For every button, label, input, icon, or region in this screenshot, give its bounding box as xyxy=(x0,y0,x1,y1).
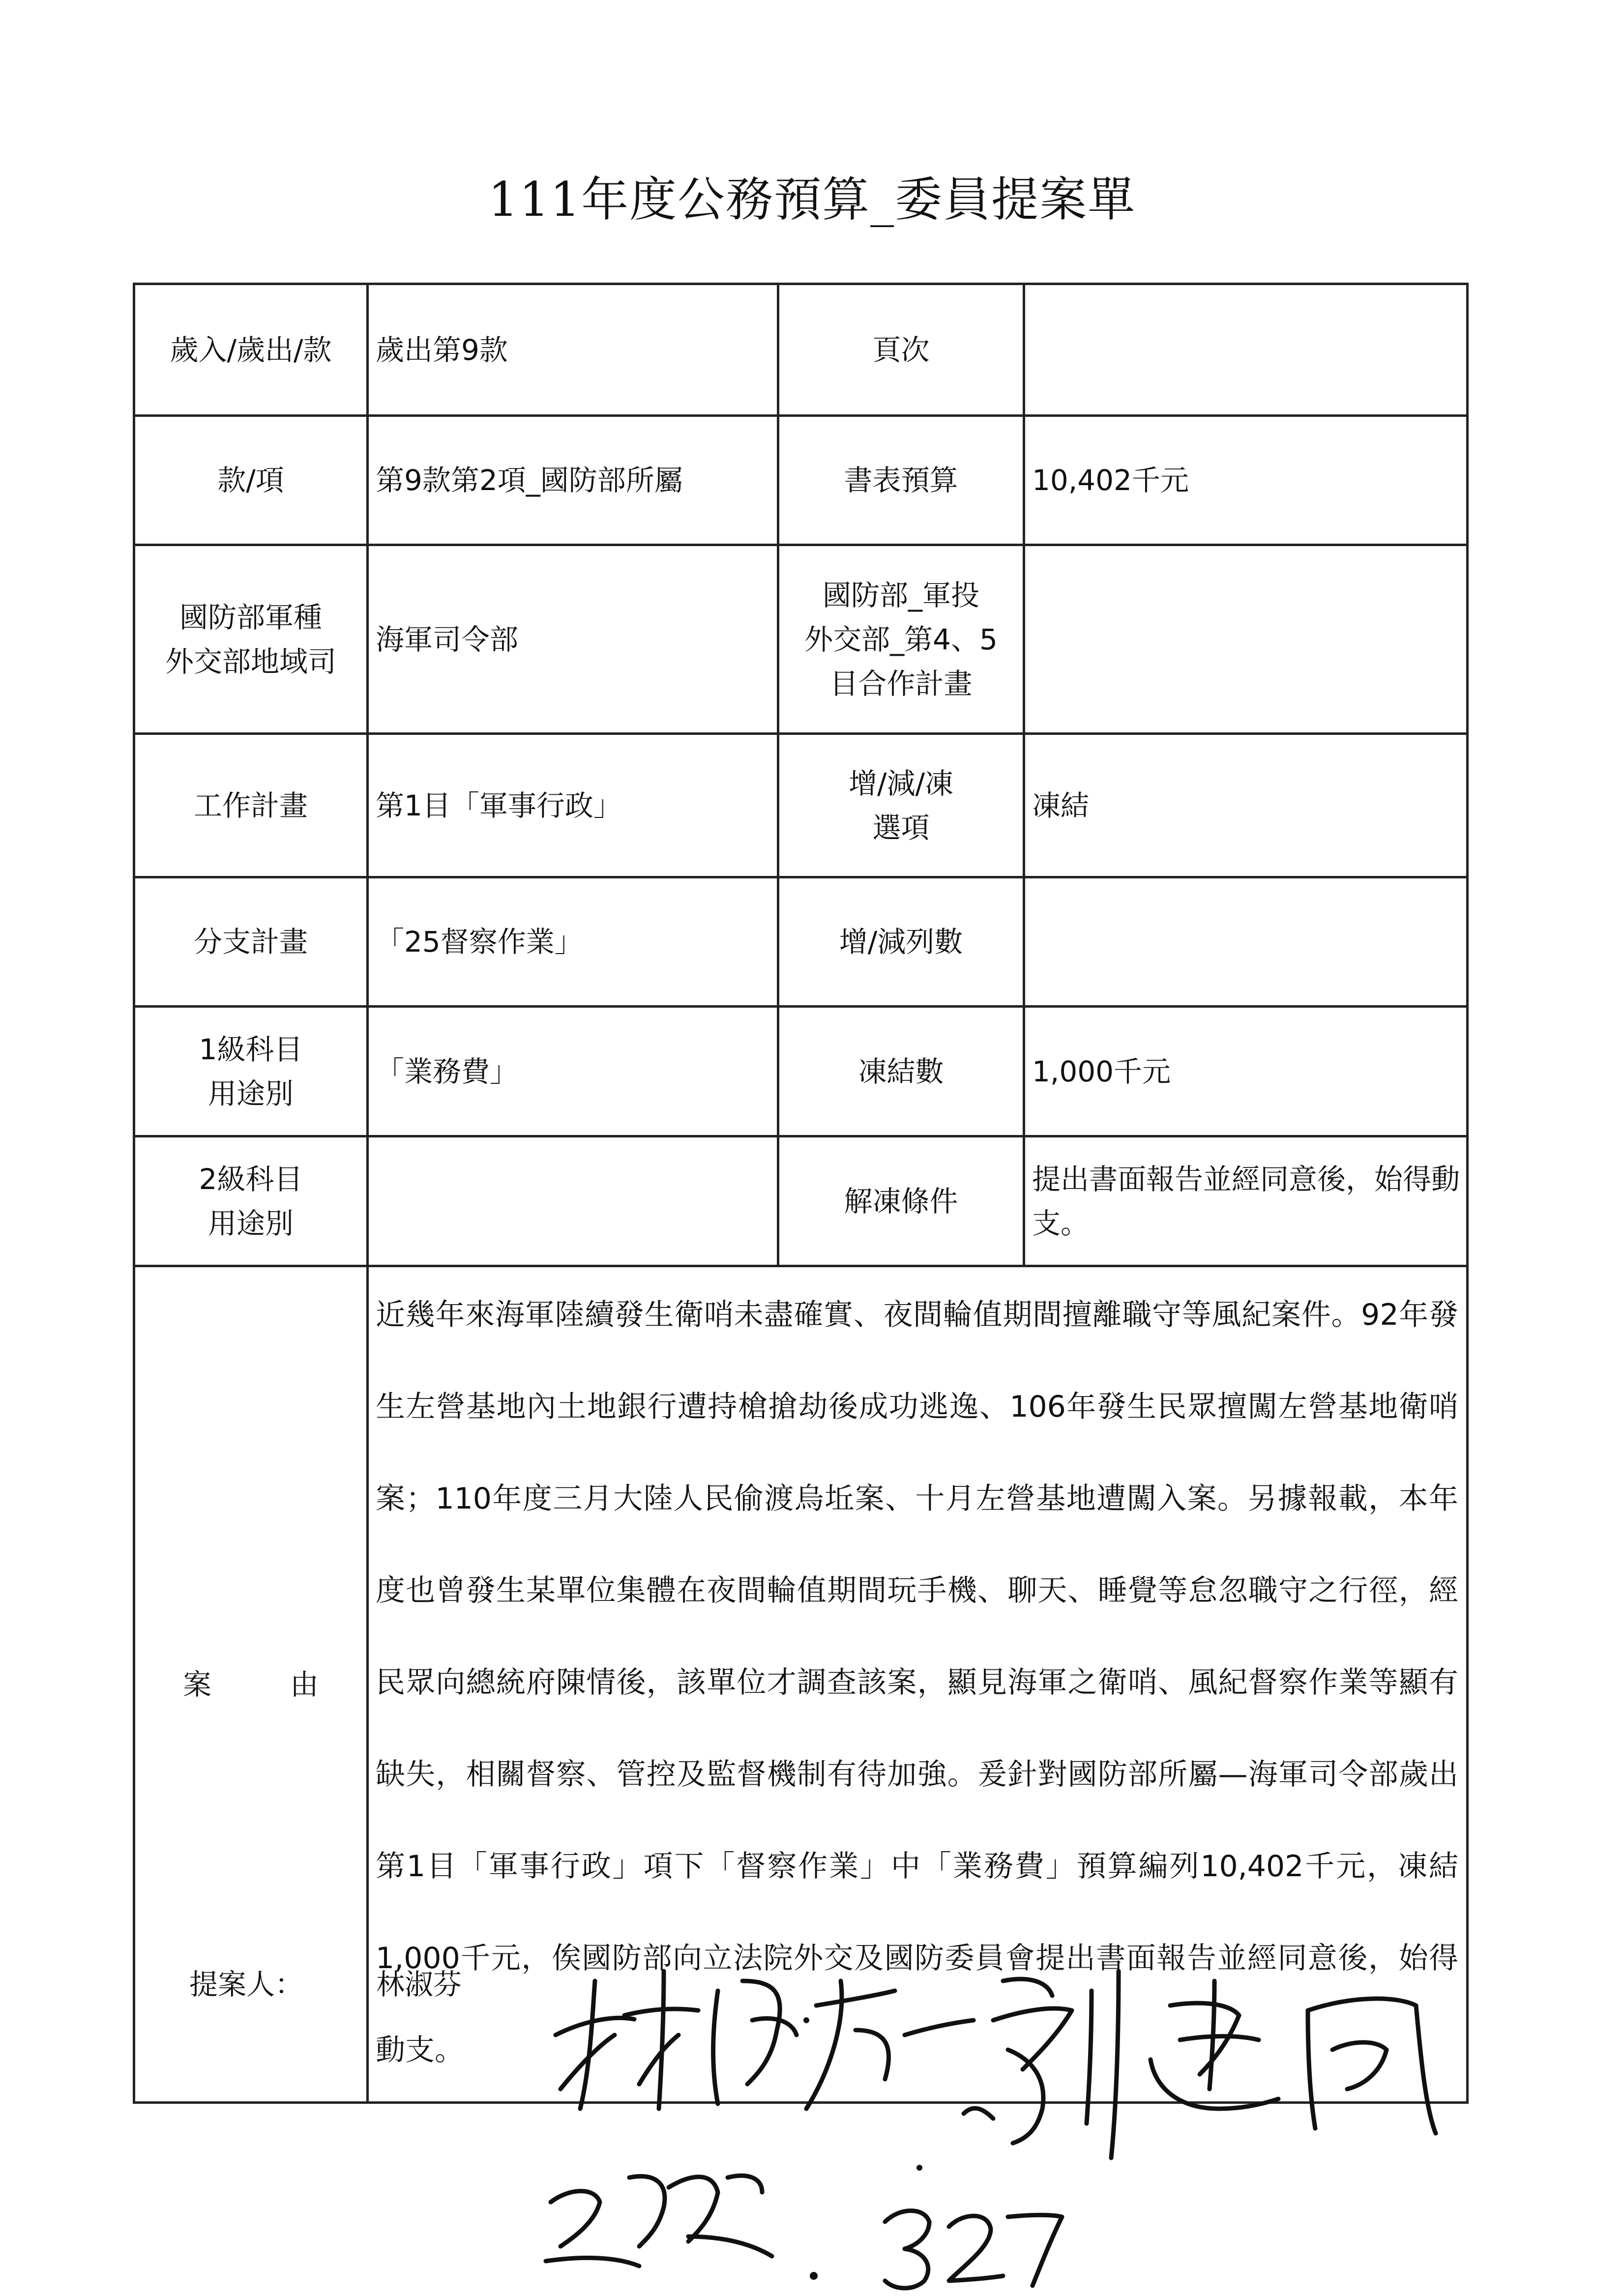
field-value xyxy=(1024,284,1468,416)
signature-stroke xyxy=(993,2008,1072,2069)
field-label-line: 國防部_軍投 xyxy=(822,578,979,612)
field-value: 歲出第9款 xyxy=(368,284,778,416)
field-value: 10,402千元 xyxy=(1024,416,1468,545)
field-value xyxy=(368,1136,778,1266)
field-label: 凍結數 xyxy=(778,1007,1024,1136)
form-row-account xyxy=(134,284,1468,416)
signature-stroke xyxy=(688,2237,772,2256)
field-value: 海軍司令部 xyxy=(368,545,778,734)
form-row-level1-subject xyxy=(134,1007,1468,1136)
signature-stroke xyxy=(669,2177,718,2241)
field-value: 「業務費」 xyxy=(368,1007,778,1136)
signature-stroke xyxy=(728,2176,762,2192)
proposal-form-table xyxy=(133,283,1469,2104)
signature-stroke xyxy=(1111,1971,1119,2158)
signature-stroke xyxy=(629,2177,665,2247)
signature-stroke xyxy=(1008,2215,1062,2286)
field-value: 凍結 xyxy=(1024,734,1468,877)
signature-stroke xyxy=(1087,1991,1092,2123)
field-label-line: 1級科目 xyxy=(199,1032,303,1066)
field-value xyxy=(1024,877,1468,1007)
field-label-line: 用途別 xyxy=(207,1206,294,1240)
field-label-line: 目合作計畫 xyxy=(829,667,973,700)
signature-stroke xyxy=(1332,2042,1387,2089)
signature-stroke xyxy=(1003,1979,1052,1996)
proposer-label: 提案人： xyxy=(189,1968,304,2001)
field-value: 第1目「軍事行政」 xyxy=(368,734,778,877)
field-label xyxy=(134,1007,368,1136)
signature-stroke xyxy=(885,2211,929,2289)
field-label-line: 選項 xyxy=(872,811,930,844)
signature-stroke xyxy=(1180,2036,1259,2040)
signature-stroke xyxy=(551,2191,600,2247)
signature-stroke xyxy=(659,1971,664,2109)
field-value xyxy=(1024,545,1468,734)
signature-stroke xyxy=(580,1981,595,2109)
field-label: 頁次 xyxy=(778,284,1024,416)
signature-stroke xyxy=(742,1981,780,2084)
field-label-line: 國防部軍種 xyxy=(179,600,322,634)
signature-dot xyxy=(916,2165,922,2171)
signature-stroke xyxy=(856,2030,889,2079)
field-label xyxy=(778,734,1024,877)
page-title: 111年度公務預算_委員提案單 xyxy=(488,172,1136,227)
field-label xyxy=(778,545,1024,734)
field-label: 增/減列數 xyxy=(778,877,1024,1007)
field-label xyxy=(134,1136,368,1266)
field-label-line: 用途別 xyxy=(207,1076,294,1110)
field-label: 解凍條件 xyxy=(778,1136,1024,1266)
signature-stroke xyxy=(1151,2060,1278,2109)
signature-dot xyxy=(803,2017,809,2023)
form-row-work-plan xyxy=(134,734,1468,877)
field-label xyxy=(134,545,368,734)
field-value: 提出書面報告並經同意後，始得動支。 xyxy=(1024,1136,1468,1266)
signature-stroke xyxy=(713,1991,718,2104)
reason-text: 近幾年來海軍陸續發生衛哨未盡確實、夜間輪值期間擅離職守等風紀案件。92年發生左營基地內土地銀行遭持槍搶劫後成功逃逸、106年發生民眾擅闖左營基地衛哨案；110年度三月大陸人民偷渡烏坵案、十月左營基地遭闖入案。另據報載，本年度也曾發生某單位集體在夜間輪值期間玩手機、聊天、睡覺等怠忽職守之行徑，經民眾向總統府陳情後，該單位才調查該案，顯見海軍之衛哨、風紀督察作業等顯有缺失，相關督察、管控及監督機制有待加強。爰針對國防部所屬—海軍司令部歲出第1目「軍事行政」項下「督察作業」中「業務費」預算編列10,402千元，凍結1,000千元，俟國防部向立法院外交及國防委員會提出書面報告並經同意後，始得動支。 xyxy=(368,1266,1468,2103)
signature-stroke xyxy=(556,2018,634,2035)
form-row-level2-subject xyxy=(134,1136,1468,1266)
signature-stroke xyxy=(905,2020,974,2035)
signature-stroke xyxy=(964,2108,993,2119)
signature-stroke xyxy=(949,2216,1003,2281)
form-row-item xyxy=(134,416,1468,545)
field-label: 分支計畫 xyxy=(134,877,368,1007)
field-label-line: 外交部_第4、5 xyxy=(804,622,998,656)
signature-stroke xyxy=(1308,1999,1436,2133)
field-label: 歲入/歲出/款 xyxy=(134,284,368,416)
field-value: 「25督察作業」 xyxy=(368,877,778,1007)
field-label-line: 增/減/凍 xyxy=(848,766,954,800)
field-label: 書表預算 xyxy=(778,416,1024,545)
field-label-line: 2級科目 xyxy=(199,1162,303,1196)
form-row-agency xyxy=(134,545,1468,734)
signature-stroke xyxy=(1308,2010,1315,2128)
form-row-branch-plan xyxy=(134,877,1468,1007)
field-value: 第9款第2項_國防部所屬 xyxy=(368,416,778,545)
signature-dot xyxy=(810,2272,818,2280)
field-value: 1,000千元 xyxy=(1024,1007,1468,1136)
proposer-name: 林淑芬 xyxy=(376,1968,462,2001)
field-label: 款/項 xyxy=(134,416,368,545)
reason-label: 案由 xyxy=(182,1667,397,1701)
signature-stroke xyxy=(816,1991,895,2005)
field-label: 工作計畫 xyxy=(134,734,368,877)
handwritten-signatures xyxy=(541,1961,1475,2296)
signature-stroke xyxy=(546,2258,639,2266)
field-label-line: 外交部地域司 xyxy=(165,644,336,678)
